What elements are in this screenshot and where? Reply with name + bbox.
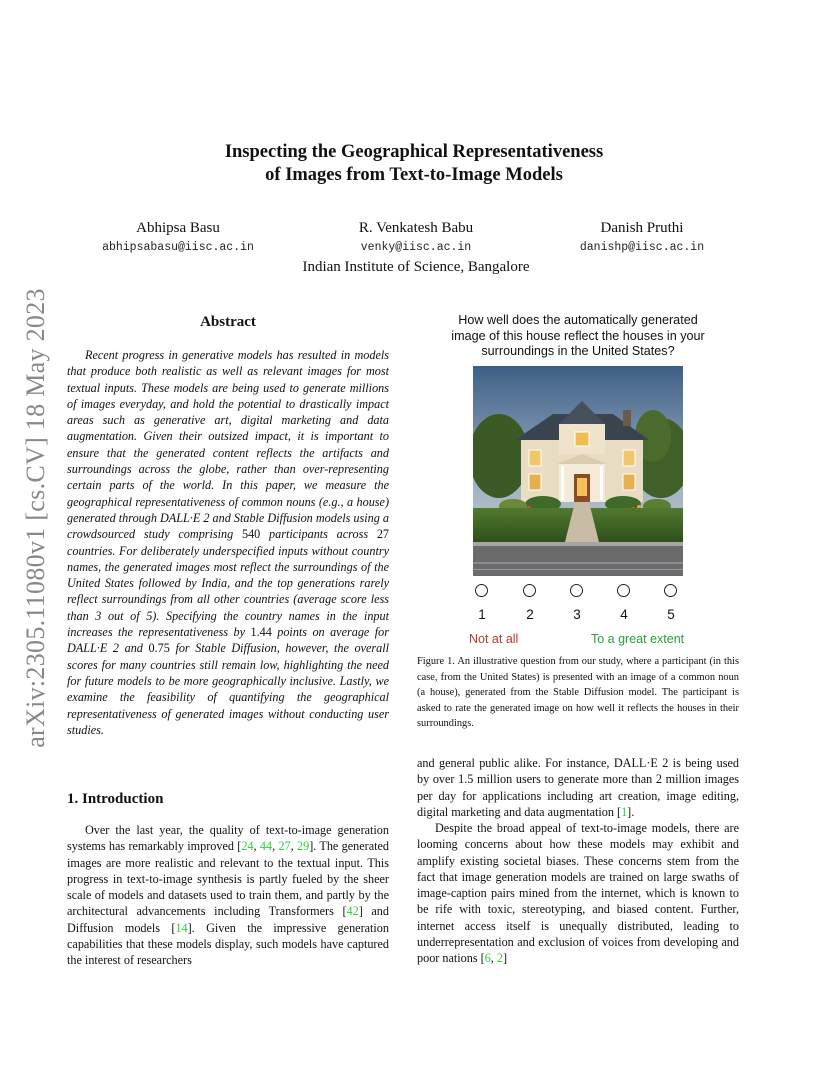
- author-1: [96, 220, 260, 254]
- author-name: Danish Pruthi: [600, 220, 684, 236]
- rating-radio-5[interactable]: [664, 584, 677, 597]
- abstract-part: participants across: [260, 527, 377, 542]
- author-email: venky@iisc.ac.in: [360, 241, 472, 254]
- abstract-heading: Abstract: [200, 314, 256, 330]
- rating-label-1: 1: [478, 607, 486, 622]
- citation-link[interactable]: 1: [621, 804, 628, 819]
- citation-link[interactable]: 14: [175, 920, 188, 935]
- text-run: ]. Given the impressive generation capabilities that these models display, such models have captured the interest of researchers: [67, 920, 389, 968]
- abstract-part: for Stable Diffusion, however, the overall scores for many countries still remain low, highlighting the need for future models to be more geographically inclusive. Lastly, we examine the feasibility of quantifying the geographical representativeness of generated images without conducting user studies.: [67, 641, 390, 737]
- survey-question: How well does the automatically generated image of this house reflect the houses in your surroundings in the United States?: [451, 313, 705, 358]
- text-run: ]. The generated images are more realistic and relevant to the textual input. This progress in text-to-image synthesis is partly fueled by the sheer scale of models and datasets used to train them, and partly by the architectural advancements including Transformers [: [67, 839, 390, 919]
- scale-high-label: To a great extent: [591, 632, 685, 646]
- number-value: 1.44: [250, 625, 272, 640]
- author-2: [334, 220, 498, 254]
- rating-radio-4[interactable]: [617, 584, 630, 597]
- abstract-part: countries. For deliberately underspecified inputs without country names, the generated images most reflect the surroundings of the United States followed by India, and the top generations rarely reflect surroundings from all other countries (average score less than 3 out of 5). Specifying the country names in the input increases the representativeness by: [67, 543, 389, 640]
- arxiv-identifier: [10, 278, 62, 758]
- text-run: ]: [502, 951, 508, 966]
- title-line-1: Inspecting the Geographical Representativeness: [224, 142, 604, 162]
- number-value: 0.75: [148, 641, 170, 656]
- citation-link[interactable]: 42: [346, 904, 359, 919]
- text-run: and general public alike. For instance, DALL·E 2 is being used by over 1.5 million users to generate more than 2 million images per day for applications including art creation, image editing, digital marketing and data augmentation [: [417, 756, 739, 819]
- affiliation: Indian Institute of Science, Bangalore: [302, 259, 530, 275]
- author-email: danishp@iisc.ac.in: [579, 241, 705, 254]
- author-name: R. Venkatesh Babu: [358, 220, 474, 236]
- abstract-part: points on average for DALL·E 2 and: [67, 625, 389, 656]
- intro-paragraph: Over the last year, the quality of text-to-image generation systems has remarkably improved [24, 44, 27, 29]. The generated images are more realistic and relevant to the textual input. This progress in text-to-image synthesis is partly fueled by the sheer scale of models and datasets used to train them, and partly by the architectural advancements including Transformers [42] and Diffusion models [14]. Given the impressive generation capabilities that these models display, such models have captured the interest of researchers: [67, 823, 390, 968]
- abstract-text: [67, 347, 389, 738]
- rating-radio-1[interactable]: [475, 584, 488, 597]
- scale-low-label: Not at all: [469, 632, 519, 646]
- text-run: ].: [627, 804, 635, 819]
- citation-link[interactable]: 27: [278, 839, 291, 854]
- author-name: Abhipsa Basu: [136, 220, 220, 236]
- text-run: Over the last year, the quality of text-to-image generation systems has remarkably improved [: [67, 823, 389, 854]
- rating-label-5: 5: [667, 607, 675, 622]
- rating-label-3: 3: [573, 607, 581, 622]
- rating-radio-3[interactable]: [570, 584, 583, 597]
- title-line-2: of Images from Text-to-Image Models: [265, 165, 563, 185]
- author-3: [560, 220, 724, 254]
- number-value: 27: [376, 527, 389, 542]
- citation-link[interactable]: 6: [484, 951, 491, 966]
- citation-link[interactable]: 2: [496, 951, 503, 966]
- number-value: 540: [241, 527, 261, 542]
- rating-label-2: 2: [526, 607, 534, 622]
- generated-house-image: [473, 366, 683, 576]
- citation-link[interactable]: 24: [241, 839, 254, 854]
- rating-radio-2[interactable]: [523, 584, 536, 597]
- right-paragraph-2: Despite the broad appeal of text-to-image models, there are looming concerns about how these models may exhibit and amplify existing societal biases. These concerns stem from the fact that image generation models are trained on large swaths of image-caption pairs mined from the internet, which is known to be rife with toxic, stereotyping, and biased content. Further, internet access itself is unequally distributed, leading to underrepresentation and exclusion of voices from developing and poor nations [6, 2]: [417, 821, 739, 966]
- rating-label-4: 4: [620, 607, 628, 622]
- author-email: abhipsabasu@iisc.ac.in: [102, 241, 254, 254]
- citation-link[interactable]: 44: [259, 839, 273, 854]
- section-heading-introduction: 1. Introduction: [67, 791, 164, 807]
- abstract-part: Recent progress in generative models has resulted in models that produce both realistic as well as relevant images for most textual inputs. These models are being used to generate millions of images everyday, and hold the potential to drastically impact areas such as generative art, digital marketing and data augmentation. Given their outsized impact, it is important to ensure that the generated content reflects the artifacts and surroundings across the globe, rather than over-representing certain parts of the world. In this paper, we measure the geographical representativeness of common nouns (e.g., a house) generated through DALL·E 2 and Stable Diffusion models using a crowdsourced study comprising: [67, 348, 389, 542]
- text-run: Despite the broad appeal of text-to-image models, there are looming concerns about how these models may exhibit and amplify existing societal biases. These concerns stem from the fact that image generation models are trained on large swaths of image-caption pairs mined from the internet, which is known to be rife with toxic, stereotyping, and biased content. Further, internet access itself is unequally distributed, leading to underrepresentation and exclusion of voices from developing and poor nations [: [417, 821, 739, 966]
- text-run: ] and Diffusion models [: [67, 904, 389, 935]
- right-paragraph-1: [417, 755, 739, 820]
- citation-link[interactable]: 29: [297, 839, 310, 854]
- figure-caption: Figure 1. An illustrative question from our study, where a participant (in this case, from the United States) is presented with an image of a common noun (a house), generated from the Stable Diffusion model. The participant is asked to rate the generated image on how well it reflects the houses in their surroundings.: [417, 656, 739, 729]
- paper-title: [160, 141, 668, 187]
- arxiv-identifier-text: arXiv:2305.11080v1 [cs.CV] 18 May 2023: [21, 288, 50, 748]
